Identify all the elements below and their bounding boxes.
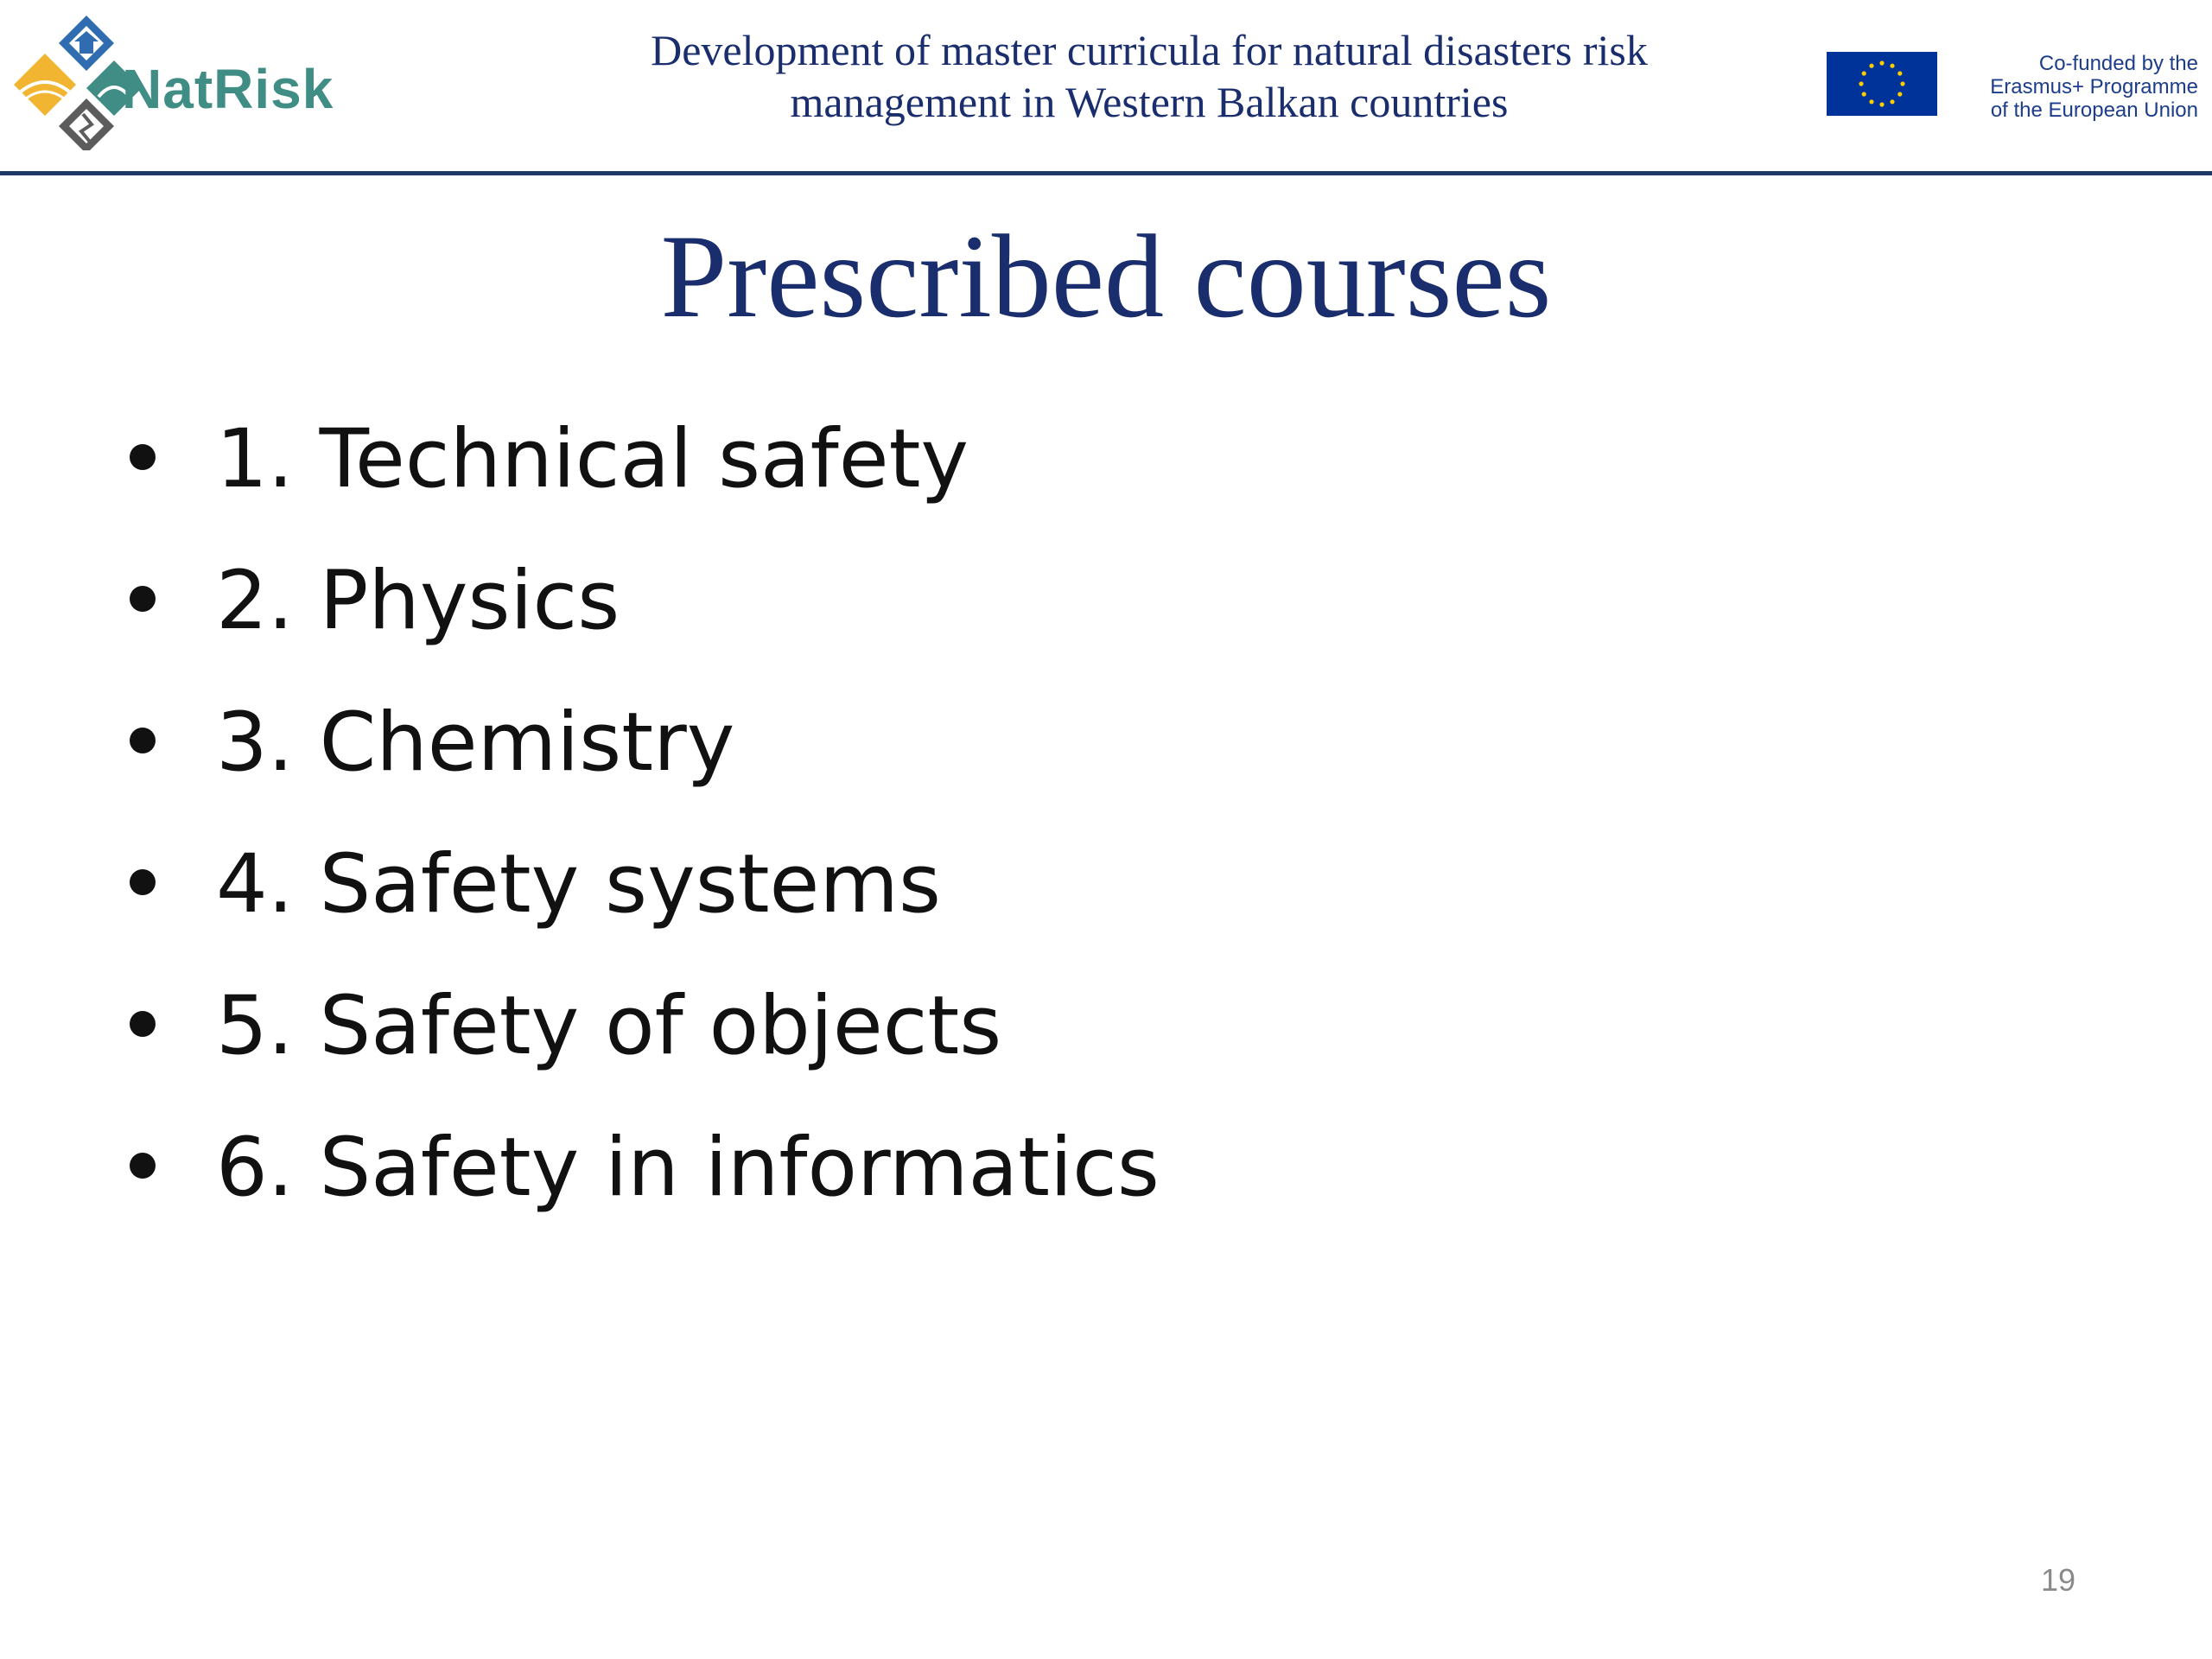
- course-label: 5. Safety of objects: [216, 979, 1002, 1073]
- project-title: [484, 24, 1815, 128]
- eu-text-line-3: of the European Union: [1990, 99, 2198, 122]
- bullet-icon: [130, 728, 156, 753]
- page-number: 19: [2041, 1562, 2076, 1598]
- course-label: 4. Safety systems: [216, 837, 941, 931]
- natrisk-logo: [14, 12, 342, 150]
- course-label: 2. Physics: [216, 554, 620, 648]
- header-divider: [0, 171, 2212, 175]
- eu-star-icon: [1897, 92, 1902, 96]
- eu-flag-icon: [1827, 52, 1937, 116]
- eu-star-icon: [1859, 81, 1863, 86]
- eu-star-icon: [1897, 71, 1902, 75]
- eu-text-line-1: Co-funded by the: [2038, 52, 2198, 75]
- slide-header: [0, 0, 2212, 173]
- eu-cofunding-text: [1990, 52, 2198, 122]
- eu-star-icon: [1879, 102, 1884, 106]
- logo-wordmark: NatRisk: [122, 58, 334, 120]
- project-title-line-2: management in Western Balkan countries: [790, 78, 1509, 126]
- project-title-line-1: Development of master curricula for natural disasters risk: [651, 26, 1648, 74]
- bullet-icon: [130, 1011, 156, 1037]
- bullet-icon: [130, 869, 156, 895]
- eu-text-line-2: Erasmus+ Programme: [1990, 75, 2198, 99]
- slide-title: Prescribed courses: [660, 210, 1552, 342]
- eu-star-icon: [1869, 64, 1873, 68]
- eu-star-icon: [1890, 64, 1894, 68]
- bullet-icon: [130, 444, 156, 470]
- eu-cofunding-badge: [1827, 52, 2198, 121]
- course-label: 1. Technical safety: [216, 412, 969, 506]
- eu-star-icon: [1879, 60, 1884, 65]
- eu-star-icon: [1890, 99, 1894, 104]
- eu-star-icon: [1862, 92, 1866, 96]
- eu-star-icon: [1900, 81, 1904, 86]
- eu-star-icon: [1869, 99, 1873, 104]
- course-label: 3. Chemistry: [216, 696, 735, 790]
- bullet-icon: [130, 1153, 156, 1179]
- course-label: 6. Safety in informatics: [216, 1121, 1160, 1215]
- bullet-icon: [130, 586, 156, 612]
- eu-star-icon: [1862, 71, 1866, 75]
